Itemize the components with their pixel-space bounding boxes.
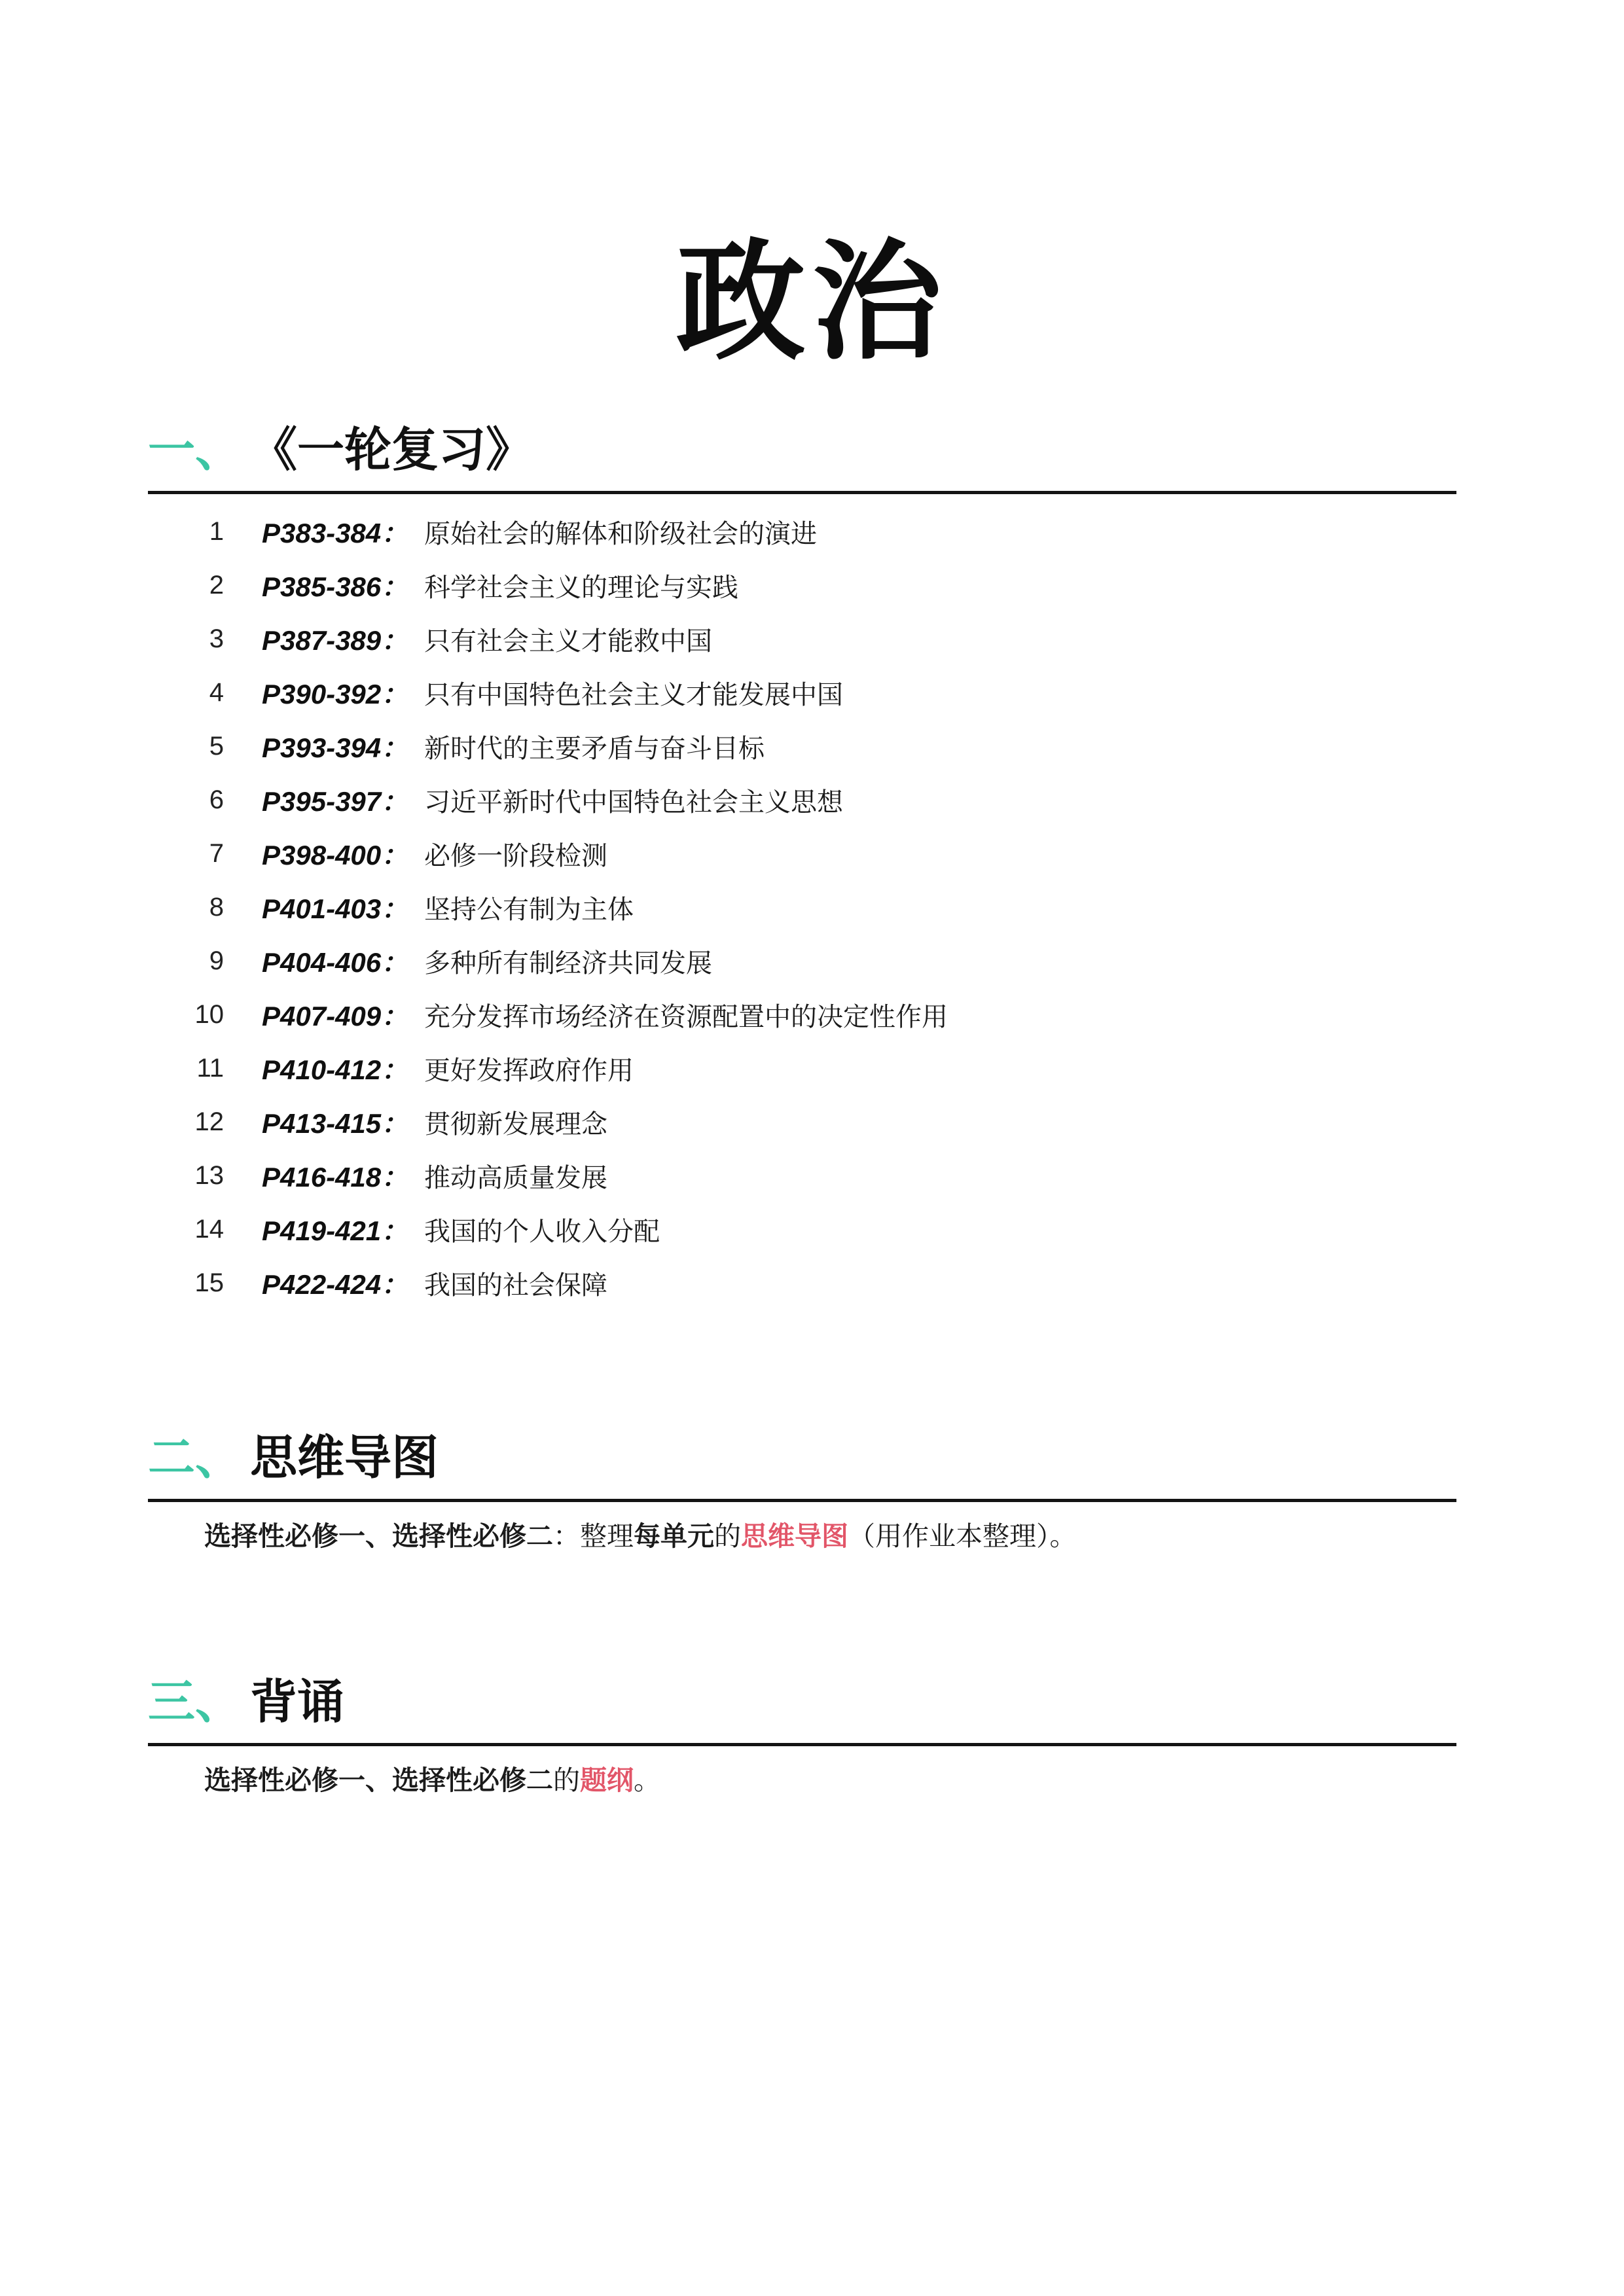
- review-item: [0, 1149, 1624, 1202]
- item-number: 1: [209, 516, 224, 546]
- item-description: 充分发挥市场经济在资源配置中的决定性作用: [424, 1002, 948, 1031]
- item-number: 15: [194, 1268, 224, 1297]
- item-description: 只有中国特色社会主义才能发展中国: [424, 680, 843, 709]
- item-page-range: P390-392：: [262, 679, 409, 709]
- section-review-divider: [148, 491, 1456, 494]
- section-recite-heading: [0, 1677, 1624, 1727]
- review-item: [0, 880, 1624, 934]
- section-recite-number: 三、: [148, 1676, 243, 1729]
- item-number: 14: [194, 1214, 224, 1244]
- item-page-range: P385-386：: [262, 571, 409, 602]
- instruction-text: 。: [634, 1765, 660, 1795]
- review-list: [0, 505, 1624, 1310]
- review-item: [0, 1095, 1624, 1149]
- instruction-text: （用作业本整理）。: [848, 1521, 1077, 1551]
- item-number: 7: [209, 838, 224, 868]
- item-description: 坚持公有制为主体: [424, 895, 634, 924]
- item-description: 必修一阶段检测: [424, 841, 607, 870]
- review-item: [0, 1256, 1624, 1310]
- instruction-bold-text: 选择性必修一、选择性必修二: [204, 1521, 553, 1551]
- review-item: [0, 773, 1624, 827]
- review-item: [0, 505, 1624, 558]
- item-page-range: P413-415：: [262, 1108, 409, 1139]
- section-recite-title: 背诵: [250, 1676, 345, 1729]
- item-number: 13: [194, 1160, 224, 1190]
- review-item: [0, 612, 1624, 666]
- item-page-range: P404-406：: [262, 947, 409, 978]
- instruction-text: 整理: [580, 1521, 634, 1551]
- item-description: 贯彻新发展理念: [424, 1109, 607, 1139]
- page-title: 政治: [676, 230, 948, 374]
- item-description: 多种所有制经济共同发展: [424, 948, 712, 978]
- review-item: [0, 934, 1624, 988]
- item-description: 只有社会主义才能救中国: [424, 626, 712, 656]
- item-page-range: P398-400：: [262, 840, 409, 870]
- mindmap-instruction: [0, 1519, 1624, 1553]
- review-item: [0, 1041, 1624, 1095]
- section-recite-divider: [148, 1743, 1456, 1746]
- item-description: 原始社会的解体和阶级社会的演进: [424, 519, 817, 548]
- item-page-range: P419-421：: [262, 1215, 409, 1246]
- section-mindmap-divider: [148, 1499, 1456, 1502]
- item-number: 4: [209, 677, 224, 707]
- item-number: 9: [209, 946, 224, 975]
- item-page-range: P387-389：: [262, 625, 409, 656]
- instruction-text: 的: [714, 1521, 741, 1551]
- item-number: 5: [209, 731, 224, 761]
- instruction-highlight-text: 题纲: [580, 1765, 634, 1795]
- item-number: 11: [196, 1053, 224, 1083]
- item-description: 推动高质量发展: [424, 1163, 607, 1193]
- item-description: 更好发挥政府作用: [424, 1056, 634, 1085]
- review-item: [0, 666, 1624, 719]
- item-page-range: P407-409：: [262, 1001, 409, 1031]
- item-page-range: P416-418：: [262, 1162, 409, 1193]
- section-mindmap-title: 思维导图: [250, 1432, 439, 1484]
- item-description: 科学社会主义的理论与实践: [424, 573, 738, 602]
- section-mindmap-heading: [0, 1433, 1624, 1483]
- review-item: [0, 558, 1624, 612]
- item-page-range: P383-384：: [262, 518, 409, 548]
- item-number: 10: [194, 999, 224, 1029]
- item-description: 习近平新时代中国特色社会主义思想: [424, 787, 843, 817]
- item-page-range: P410-412：: [262, 1054, 409, 1085]
- item-number: 2: [209, 570, 224, 600]
- item-description: 我国的个人收入分配: [424, 1217, 660, 1246]
- review-item: [0, 1202, 1624, 1256]
- item-description: 我国的社会保障: [424, 1270, 607, 1300]
- review-item: [0, 827, 1624, 880]
- item-page-range: P401-403：: [262, 893, 409, 924]
- instruction-highlight-text: 思维导图: [741, 1521, 848, 1551]
- item-number: 6: [209, 785, 224, 814]
- section-mindmap-number: 二、: [148, 1432, 243, 1484]
- instruction-bold-text: 每单元: [634, 1521, 714, 1551]
- section-review-heading: [0, 425, 1624, 475]
- recite-instruction: [0, 1763, 1624, 1797]
- review-item: [0, 988, 1624, 1041]
- instruction-bold-text: 选择性必修一、选择性必修二: [204, 1765, 553, 1795]
- item-page-range: P393-394：: [262, 732, 409, 763]
- item-page-range: P395-397：: [262, 786, 409, 817]
- section-review-title: 《一轮复习》: [250, 424, 533, 476]
- item-page-range: P422-424：: [262, 1269, 409, 1300]
- item-number: 12: [194, 1107, 224, 1136]
- review-item: [0, 719, 1624, 773]
- section-review-number: 一、: [148, 424, 243, 476]
- instruction-text: 的: [553, 1765, 580, 1795]
- item-number: 3: [209, 624, 224, 653]
- item-description: 新时代的主要矛盾与奋斗目标: [424, 734, 765, 763]
- item-number: 8: [209, 892, 224, 922]
- instruction-text: ：: [553, 1521, 580, 1551]
